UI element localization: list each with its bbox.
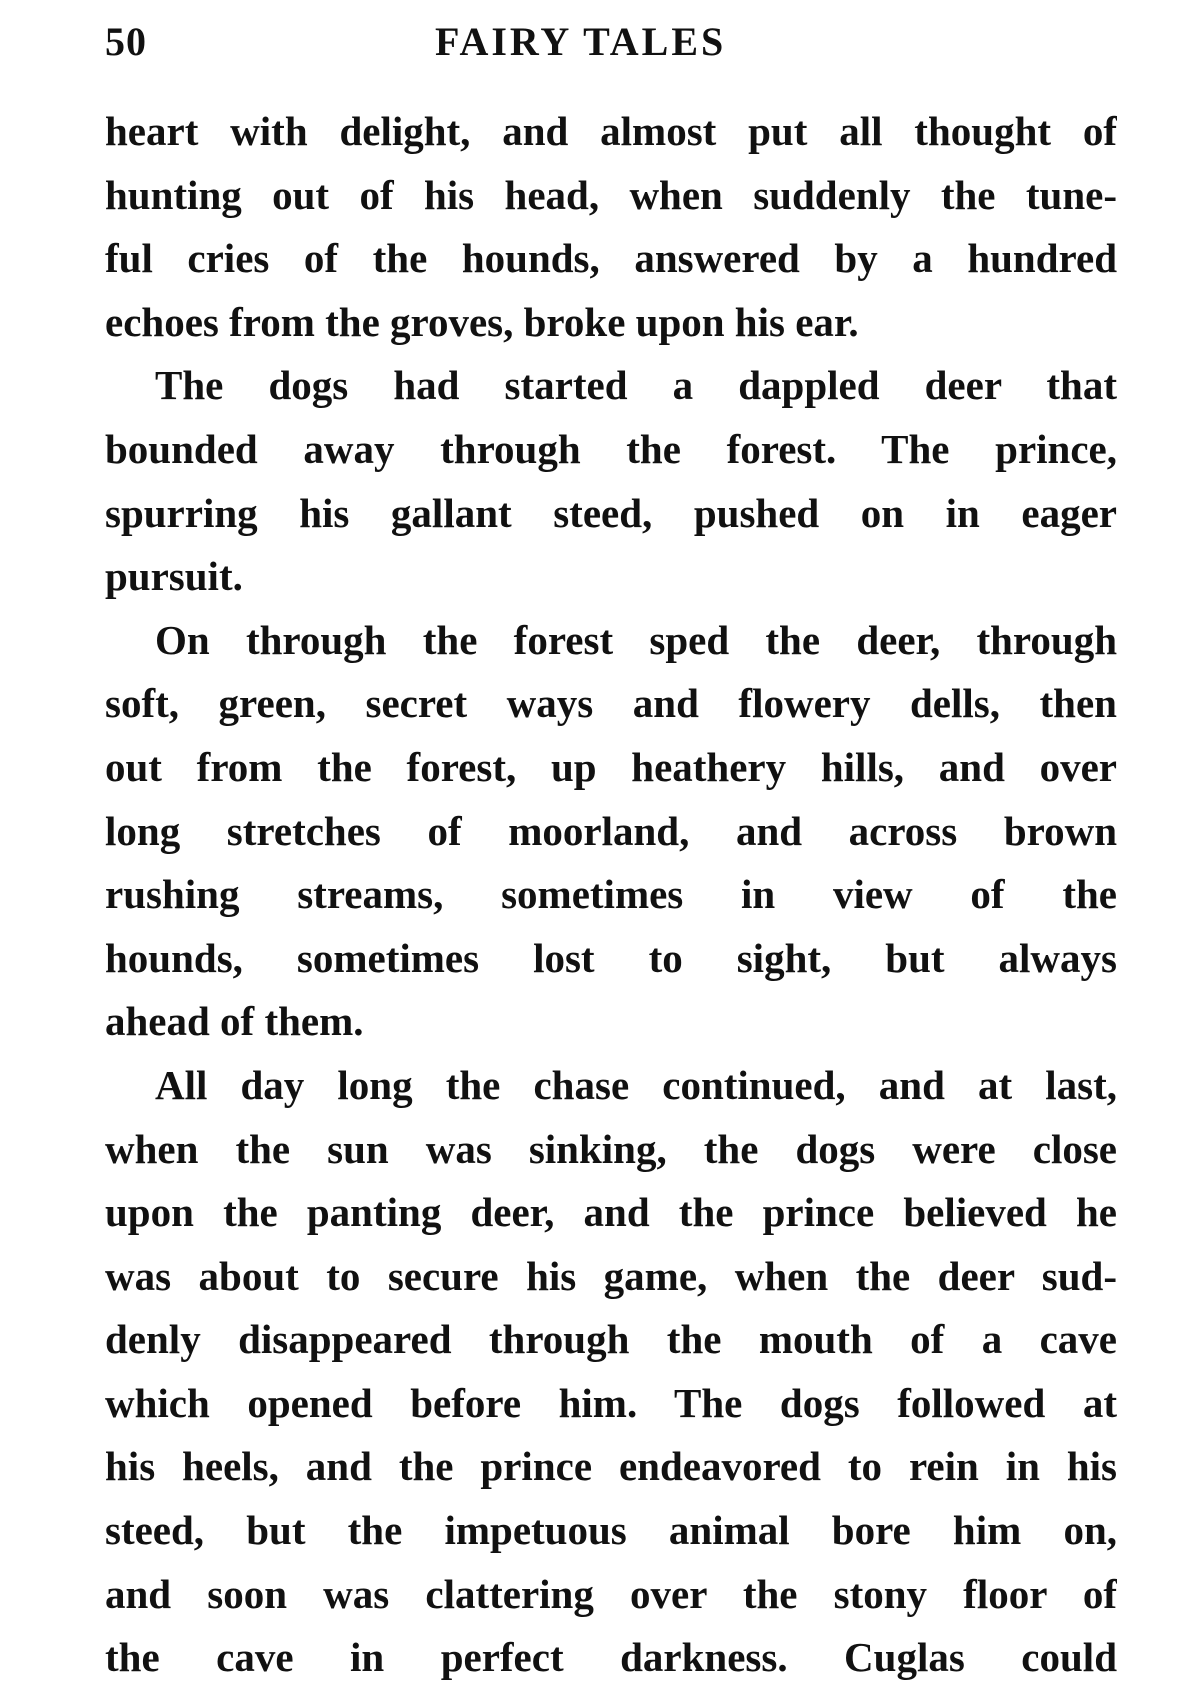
text-line: the cave in perfect darkness. Cuglas could [105, 1634, 1117, 1681]
text-line: heart with delight, and almost put all thought of [105, 108, 1117, 154]
text-line: spurring his gallant steed, pushed on in eager [105, 489, 1117, 536]
running-head: FAIRY TALES [435, 19, 727, 64]
text-line: was about to secure his game, when the deer sud- [105, 1252, 1117, 1299]
text-line: rushing streams, sometimes in view of the [105, 871, 1117, 918]
text-line: which opened before him. The dogs followed at [105, 1379, 1117, 1426]
text-line: and soon was clattering over the stony floor of [105, 1570, 1117, 1617]
text-line: The dogs had started a dappled deer that [155, 362, 1117, 409]
text-line: echoes from the groves, broke upon his ear. [105, 298, 859, 345]
text-line: ahead of them. [105, 998, 364, 1045]
text-line: upon the panting deer, and the prince believed he [105, 1189, 1117, 1236]
text-line: when the sun was sinking, the dogs were close [105, 1125, 1117, 1172]
page-header [105, 18, 1117, 78]
page-number: 50 [105, 19, 147, 64]
text-line: hunting out of his head, when suddenly the tune- [105, 171, 1117, 218]
text-line: ful cries of the hounds, answered by a hundred [105, 235, 1117, 282]
text-line: bounded away through the forest. The prince, [105, 425, 1117, 472]
text-line: On through the forest sped the deer, through [155, 616, 1117, 663]
text-line: soft, green, secret ways and flowery dells, then [105, 680, 1117, 727]
text-line: his heels, and the prince endeavored to rein in his [105, 1443, 1117, 1490]
text-line: out from the forest, up heathery hills, and over [105, 743, 1117, 790]
text-line: pursuit. [105, 553, 243, 600]
text-line: hounds, sometimes lost to sight, but always [105, 934, 1117, 981]
text-line: All day long the chase continued, and at last, [155, 1061, 1117, 1108]
body-text [105, 100, 1117, 1690]
text-line: steed, but the impetuous animal bore him on, [105, 1507, 1117, 1554]
text-line: long stretches of moorland, and across brown [105, 807, 1117, 854]
text-line: denly disappeared through the mouth of a cave [105, 1316, 1117, 1363]
